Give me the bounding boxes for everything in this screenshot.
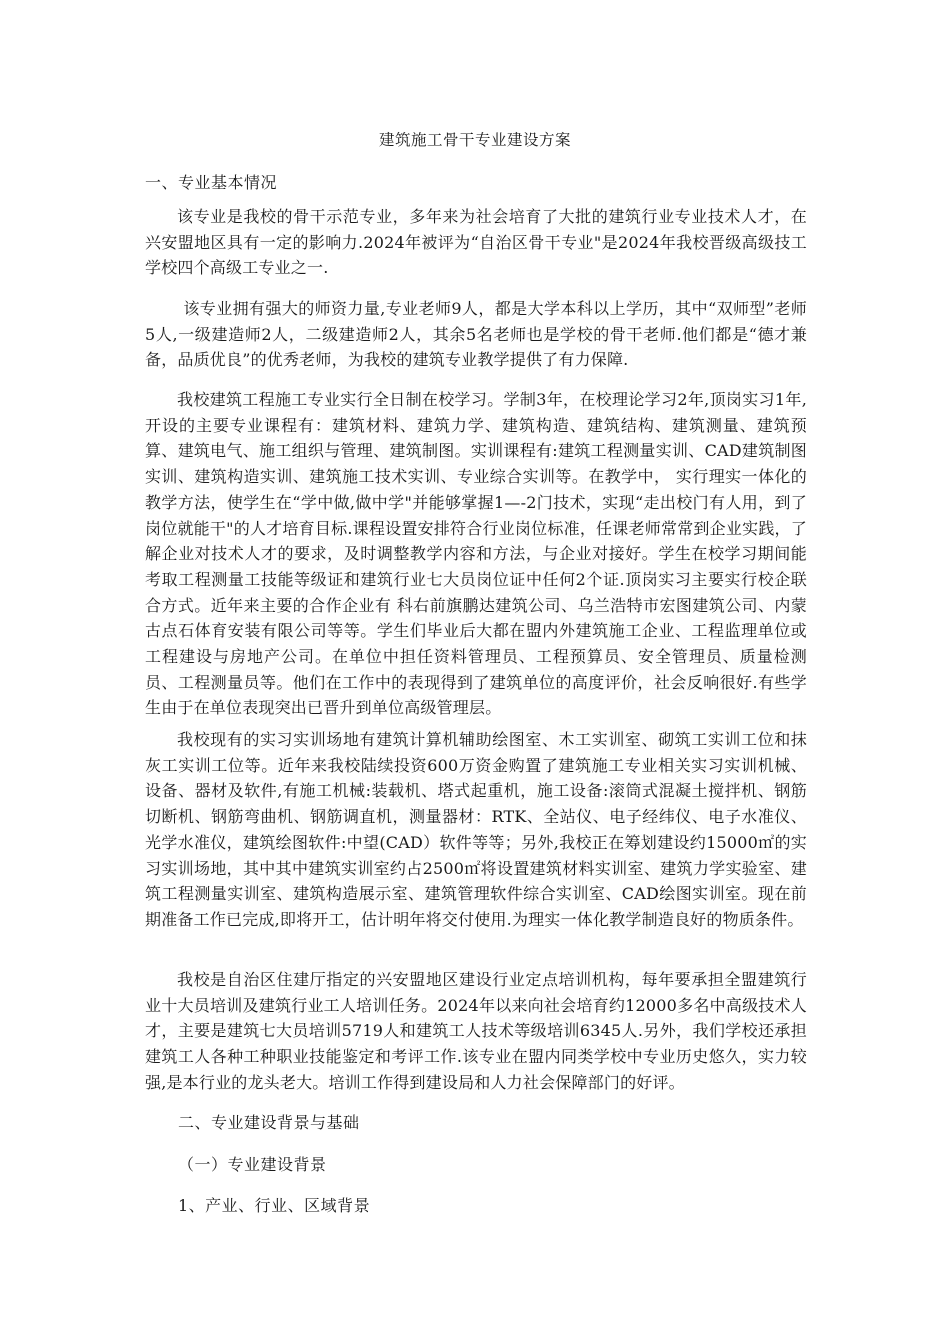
section-heading-background: 二、专业建设背景与基础 <box>178 1113 360 1132</box>
section-heading-basic-info: 一、专业基本情况 <box>145 173 278 192</box>
paragraph-faculty: 该专业拥有强大的师资力量,专业老师9人，都是大学本科以上学历，其中“双师型”老师5人,一级建造师2人，二级建造师2人，其余5名老师也是学校的骨干老师.他们都是“德才兼备，品质优良”的优秀老师，为我校的建筑专业教学提供了有力保障. <box>145 299 807 370</box>
paragraph-curriculum: 我校建筑工程施工专业实行全日制在校学习。学制3年，在校理论学习2年,顶岗实习1年,开设的主要专业课程有：建筑材料、建筑力学、建筑构造、建筑结构、建筑测量、建筑预算、建筑电气、施工组织与管理、建筑制图。实训课程有:建筑工程测量实训、CAD建筑制图实训、建筑构造实训、建筑施工技术实训、专业综合实训等。在教学中， 实行理实一体化的教学方法，使学生在“学中做,做中学"并能够掌握1—-2门技术，实现“走出校门有人用，到了岗位就能干"的人才培育目标.课程设置安排符合行业岗位标准，任课老师常常到企业实践，了解企业对技术人才的要求，及时调整教学内容和方法，与企业对接好。学生在校学习期间能考取工程测量工技能等级证和建筑行业七大员岗位证中任何2个证.顶岗实习主要实行校企联合方式。近年来主要的合作企业有 科右前旗鹏达建筑公司、乌兰浩特市宏图建筑公司、内蒙古点石体育安装有限公司等等。学生们毕业后大都在盟内外建筑施工企业、工程监理单位或工程建设与房地产公司。在单位中担任资料管理员、工程预算员、安全管理员、质量检测员、工程测量员等。他们在工作中的表现得到了建筑单位的高度评价，社会反响很好.有些学生由于在单位表现突出已晋升到单位高级管理层。 <box>145 390 807 718</box>
paragraph-training: 我校是自治区住建厅指定的兴安盟地区建设行业定点培训机构，每年要承担全盟建筑行业十大员培训及建筑行业工人培训任务。2024年以来向社会培育约12000多名中高级技术人才，主要是建筑七大员培训5719人和建筑工人技术等级培训6345人.另外，我们学校还承担建筑工人各种工种职业技能鉴定和考评工作.该专业在盟内同类学校中专业历史悠久，实力较强,是本行业的龙头老大。培训工作得到建设局和人力社会保障部门的好评。 <box>145 970 807 1092</box>
subsection-heading-background: （一）专业建设背景 <box>178 1155 327 1174</box>
item-heading-industry: 1、产业、行业、区域背景 <box>178 1196 371 1215</box>
document-title: 建筑施工骨干专业建设方案 <box>378 131 571 149</box>
paragraph-program-overview: 该专业是我校的骨干示范专业，多年来为社会培育了大批的建筑行业专业技术人才，在兴安盟地区具有一定的影响力.2024年被评为“自治区骨干专业"是2024年我校晋级高级技工学校四个高级工专业之一. <box>145 207 807 278</box>
paragraph-facilities: 我校现有的实习实训场地有建筑计算机辅助绘图室、木工实训室、砌筑工实训工位和抹灰工实训工位等。近年来我校陆续投资600万资金购置了建筑施工专业相关实习实训机械、设备、器材及软件,有施工机械:装载机、塔式起重机，施工设备:滚筒式混凝土搅拌机、钢筋切断机、钢筋弯曲机、钢筋调直机，测量器材：RTK、全站仪、电子经纬仪、电子水准仪、光学水准仪，建筑绘图软件:中望(CAD）软件等等；另外,我校正在筹划建设约15000㎡的实习实训场地，其中其中建筑实训室约占2500㎡将设置建筑材料实训室、建筑力学实验室、建筑工程测量实训室、建筑构造展示室、建筑管理软件综合实训室、CAD绘图实训室。现在前期准备工作已完成,即将开工，估计明年将交付使用.为理实一体化教学制造良好的物质条件。 <box>145 730 807 929</box>
